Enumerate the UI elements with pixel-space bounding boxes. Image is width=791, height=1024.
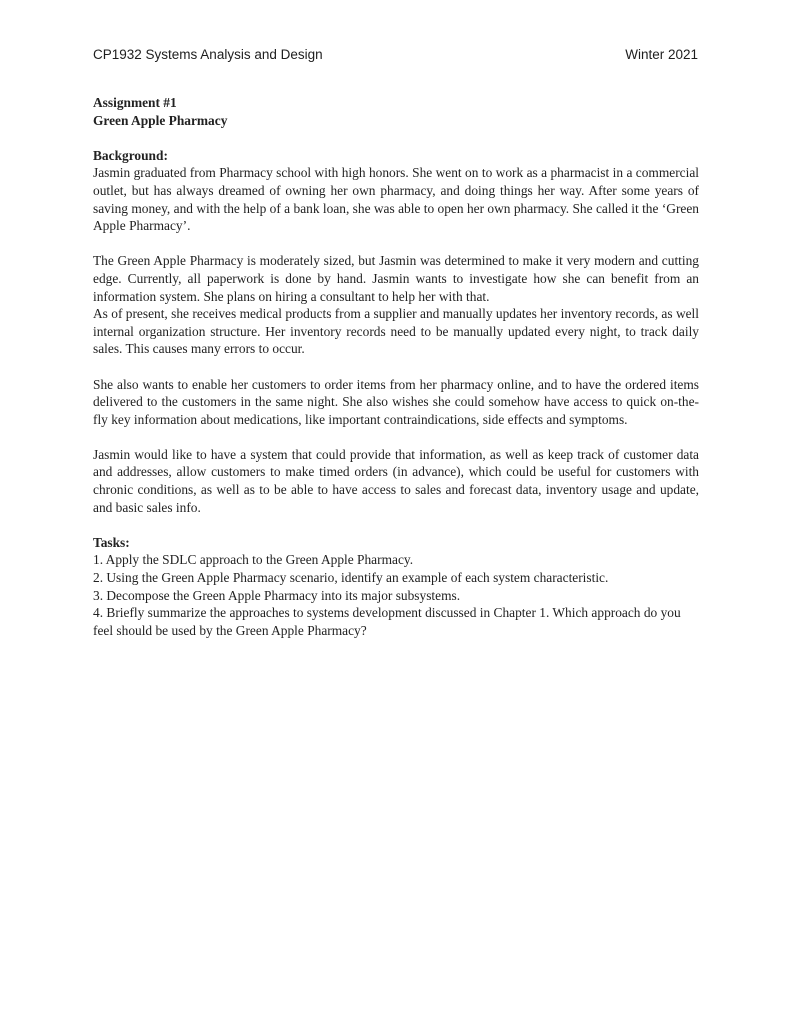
assignment-number: Assignment #1 [93,95,177,110]
course-title: CP1932 Systems Analysis and Design [93,47,323,62]
background-paragraph: The Green Apple Pharmacy is moderately sized, but Jasmin was determined to make it very modern and cutting edge. Currently, all paperwork is done by hand. Jasmin wants to investigate how she can benefit from an information system. She plans on hiring a consultant to help her with that. [93,253,699,304]
background-paragraph: Jasmin graduated from Pharmacy school with high honors. She went on to work as a pharmacist in a commercial outlet, but has always dreamed of owning her own pharmacy, and doing things her way. After some years of saving money, and with the help of a bank loan, she was able to open her own pharmacy. She called it the ‘Green Apple Pharmacy’. [93,165,699,234]
task-item: 2. Using the Green Apple Pharmacy scenario, identify an example of each system characteristic. [93,570,609,586]
background-paragraph: As of present, she receives medical products from a supplier and manually updates her inventory records, as well internal organization structure. Her inventory records need to be manually updated every night, to track daily sales. This causes many errors to occur. [93,306,699,357]
term-label: Winter 2021 [625,47,698,62]
task-item: 1. Apply the SDLC approach to the Green Apple Pharmacy. [93,552,414,568]
task-item: 3. Decompose the Green Apple Pharmacy into its major subsystems. [93,587,461,603]
tasks-heading: Tasks: [93,534,130,550]
task-item: 4. Briefly summarize the approaches to systems development discussed in Chapter 1. Which approach do you feel should be used by the Green Apple Pharmacy? [93,605,681,638]
spacer [93,516,699,534]
background-paragraph: Jasmin would like to have a system that could provide that information, as well as keep track of customer data and addresses, allow customers to make timed orders (in advance), which could be useful for customers with chronic conditions, as well as to be able to have access to sales and forecast data, inventory usage and update, and basic sales info. [93,446,699,515]
page-header [93,47,698,62]
spacer [93,129,699,147]
spacer [93,358,699,376]
document-body [93,94,699,639]
spacer [93,428,699,446]
background-heading: Background: [93,147,168,163]
assignment-title: Green Apple Pharmacy [93,112,228,128]
background-paragraph: She also wants to enable her customers to order items from her pharmacy online, and to have the ordered items delivered to the customers in the same night. She also wishes she could somehow have access to quick on-the-fly key information about medications, like important contraindications, side effects and symptoms. [93,376,699,427]
spacer [93,235,699,253]
